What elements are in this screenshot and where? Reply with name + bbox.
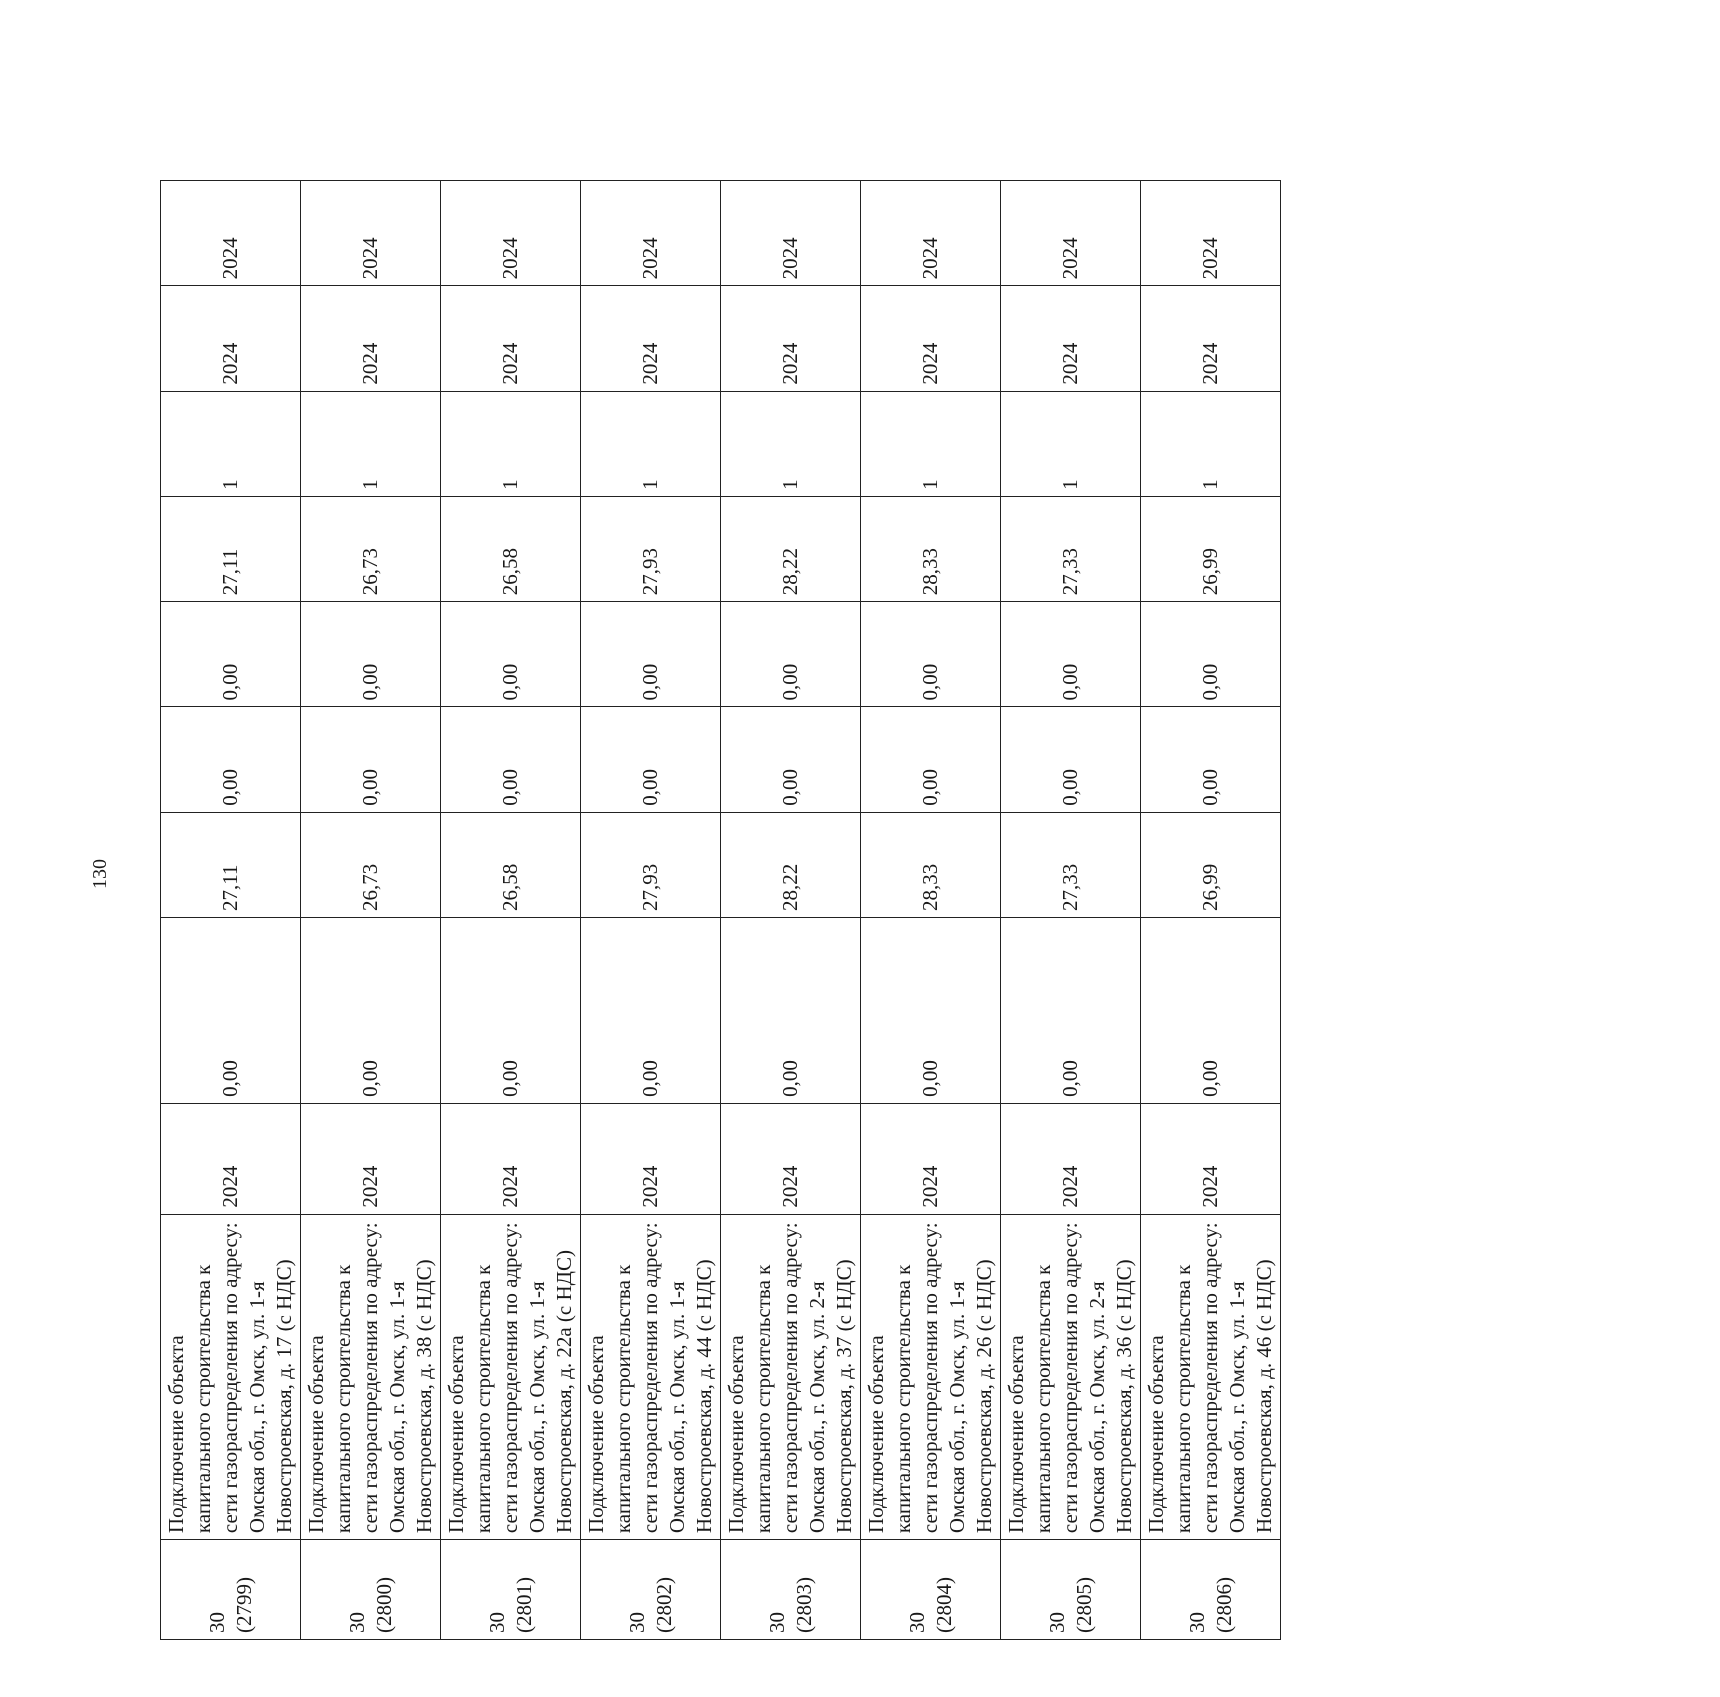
row-value-b: 26,99	[1141, 812, 1281, 917]
row-year-b: 2024	[581, 286, 721, 391]
row-description	[1001, 1214, 1141, 1540]
table-row	[721, 181, 861, 1640]
row-number-text: 30 (2803)	[764, 1577, 816, 1633]
page-number: 130	[89, 859, 111, 889]
row-quantity: 1	[721, 391, 861, 496]
row-value-a: 0,00	[441, 918, 581, 1104]
row-number	[581, 1540, 721, 1640]
row-year-c: 2024	[1141, 181, 1281, 286]
row-year: 2024	[581, 1103, 721, 1214]
row-value-a: 0,00	[861, 918, 1001, 1104]
table-row	[861, 181, 1001, 1640]
row-description	[441, 1214, 581, 1540]
row-value-c: 0,00	[581, 707, 721, 812]
row-value-c: 0,00	[161, 707, 301, 812]
row-year-b: 2024	[1001, 286, 1141, 391]
row-value-c: 0,00	[1001, 707, 1141, 812]
row-description-text: Подключение объекта капитального строительства к сети газораспределения по адресу: Омская обл., г. Омск, ул. 2-я Новостроевская, д. 36 (с НДС)	[1004, 1222, 1136, 1534]
row-number	[301, 1540, 441, 1640]
row-year-c: 2024	[301, 181, 441, 286]
table-rotated-content	[160, 80, 1276, 1640]
table-rotation-frame	[160, 80, 1720, 1633]
row-year-c: 2024	[861, 181, 1001, 286]
row-number	[861, 1540, 1001, 1640]
table-body	[161, 181, 1281, 1640]
row-quantity: 1	[1001, 391, 1141, 496]
row-description	[1141, 1214, 1281, 1540]
table-row	[301, 181, 441, 1640]
row-quantity: 1	[861, 391, 1001, 496]
row-value-e: 26,73	[301, 496, 441, 601]
row-value-e: 26,58	[441, 496, 581, 601]
row-value-d: 0,00	[1141, 602, 1281, 707]
row-description-text: Подключение объекта капитального строительства к сети газораспределения по адресу: Омская обл., г. Омск, ул. 1-я Новостроевская, д. 46 (с НДС)	[1144, 1222, 1276, 1534]
row-value-d: 0,00	[581, 602, 721, 707]
row-description-text: Подключение объекта капитального строительства к сети газораспределения по адресу: Омская обл., г. Омск, ул. 1-я Новостроевская, д. 38 (с НДС)	[304, 1222, 436, 1534]
row-description	[721, 1214, 861, 1540]
row-quantity: 1	[441, 391, 581, 496]
row-value-a: 0,00	[301, 918, 441, 1104]
row-quantity: 1	[301, 391, 441, 496]
row-year: 2024	[1001, 1103, 1141, 1214]
row-year-b: 2024	[161, 286, 301, 391]
row-value-e: 27,11	[161, 496, 301, 601]
row-value-c: 0,00	[861, 707, 1001, 812]
row-value-e: 28,33	[861, 496, 1001, 601]
investment-table	[160, 180, 1281, 1640]
row-description	[301, 1214, 441, 1540]
row-value-c: 0,00	[441, 707, 581, 812]
table-row	[1141, 181, 1281, 1640]
row-year-b: 2024	[1141, 286, 1281, 391]
table-row	[581, 181, 721, 1640]
row-value-c: 0,00	[721, 707, 861, 812]
row-number	[441, 1540, 581, 1640]
row-year: 2024	[721, 1103, 861, 1214]
row-description-text: Подключение объекта капитального строительства к сети газораспределения по адресу: Омская обл., г. Омск, ул. 2-я Новостроевская, д. 37 (с НДС)	[724, 1222, 856, 1534]
row-value-b: 27,11	[161, 812, 301, 917]
row-description	[581, 1214, 721, 1540]
row-number-text: 30 (2804)	[904, 1577, 956, 1633]
row-year: 2024	[161, 1103, 301, 1214]
row-number	[161, 1540, 301, 1640]
row-description-text: Подключение объекта капитального строительства к сети газораспределения по адресу: Омская обл., г. Омск, ул. 1-я Новостроевская, д. 44 (с НДС)	[584, 1222, 716, 1534]
row-value-d: 0,00	[161, 602, 301, 707]
row-value-b: 26,73	[301, 812, 441, 917]
row-number-text: 30 (2799)	[204, 1577, 256, 1633]
row-value-e: 27,33	[1001, 496, 1141, 601]
row-year: 2024	[441, 1103, 581, 1214]
row-quantity: 1	[161, 391, 301, 496]
table-row	[161, 181, 301, 1640]
row-value-e: 26,99	[1141, 496, 1281, 601]
row-number-text: 30 (2800)	[344, 1577, 396, 1633]
row-year-c: 2024	[441, 181, 581, 286]
row-value-a: 0,00	[161, 918, 301, 1104]
row-value-b: 28,22	[721, 812, 861, 917]
row-value-e: 27,93	[581, 496, 721, 601]
row-quantity: 1	[581, 391, 721, 496]
table-row	[441, 181, 581, 1640]
row-value-c: 0,00	[1141, 707, 1281, 812]
row-number	[1141, 1540, 1281, 1640]
row-number-text: 30 (2805)	[1044, 1577, 1096, 1633]
row-number	[1001, 1540, 1141, 1640]
row-year-c: 2024	[1001, 181, 1141, 286]
table-row	[1001, 181, 1141, 1640]
row-value-b: 28,33	[861, 812, 1001, 917]
row-quantity: 1	[1141, 391, 1281, 496]
row-number-text: 30 (2801)	[484, 1577, 536, 1633]
row-value-b: 27,93	[581, 812, 721, 917]
row-value-b: 26,58	[441, 812, 581, 917]
row-value-a: 0,00	[721, 918, 861, 1104]
row-number	[721, 1540, 861, 1640]
row-value-a: 0,00	[1001, 918, 1141, 1104]
row-description-text: Подключение объекта капитального строительства к сети газораспределения по адресу: Омская обл., г. Омск, ул. 1-я Новостроевская, д. 22а (с НДС)	[444, 1222, 576, 1534]
row-description	[861, 1214, 1001, 1540]
row-year: 2024	[1141, 1103, 1281, 1214]
row-value-d: 0,00	[301, 602, 441, 707]
row-value-d: 0,00	[1001, 602, 1141, 707]
row-value-b: 27,33	[1001, 812, 1141, 917]
row-value-c: 0,00	[301, 707, 441, 812]
row-description-text: Подключение объекта капитального строительства к сети газораспределения по адресу: Омская обл., г. Омск, ул. 1-я Новостроевская, д. 26 (с НДС)	[864, 1222, 996, 1534]
row-year-b: 2024	[861, 286, 1001, 391]
row-value-a: 0,00	[1141, 918, 1281, 1104]
row-year: 2024	[301, 1103, 441, 1214]
row-value-a: 0,00	[581, 918, 721, 1104]
row-description	[161, 1214, 301, 1540]
row-year-c: 2024	[581, 181, 721, 286]
row-year-c: 2024	[161, 181, 301, 286]
row-year-c: 2024	[721, 181, 861, 286]
row-value-d: 0,00	[441, 602, 581, 707]
row-year-b: 2024	[721, 286, 861, 391]
row-value-e: 28,22	[721, 496, 861, 601]
row-value-d: 0,00	[861, 602, 1001, 707]
row-year: 2024	[861, 1103, 1001, 1214]
row-year-b: 2024	[301, 286, 441, 391]
row-value-d: 0,00	[721, 602, 861, 707]
row-number-text: 30 (2802)	[624, 1577, 676, 1633]
row-description-text: Подключение объекта капитального строительства к сети газораспределения по адресу: Омская обл., г. Омск, ул. 1-я Новостроевская, д. 17 (с НДС)	[164, 1222, 296, 1534]
row-number-text: 30 (2806)	[1184, 1577, 1236, 1633]
row-year-b: 2024	[441, 286, 581, 391]
